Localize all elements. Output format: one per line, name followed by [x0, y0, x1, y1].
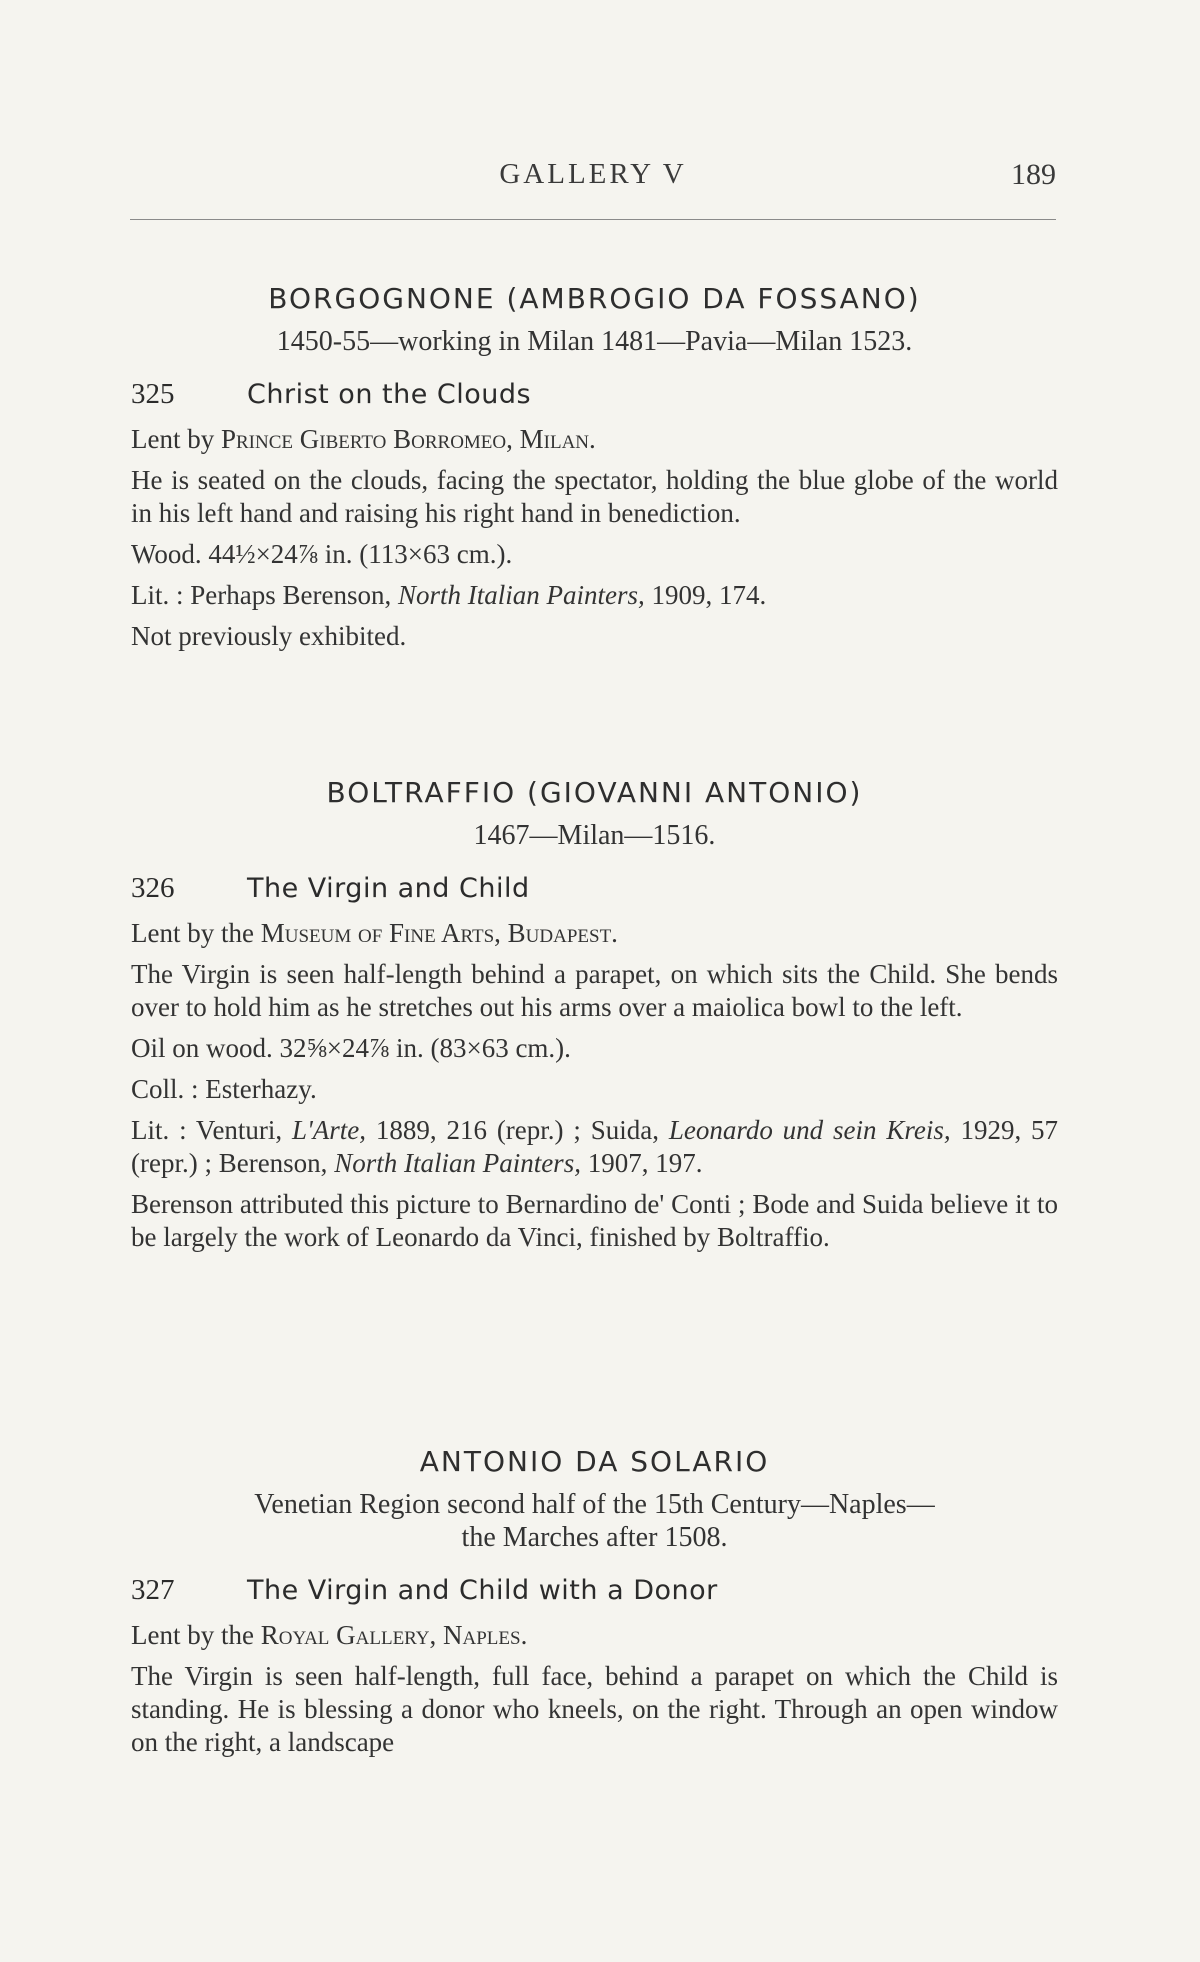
- lender-line: [131, 917, 1058, 950]
- lit-part: 1889, 216 (repr.) ; Suida,: [375, 1115, 659, 1145]
- page-number: 189: [1011, 158, 1056, 191]
- medium: Wood.: [131, 539, 202, 569]
- description: The Virgin is seen half-length, full face, behind a parapet on which the Child is standing. He is blessing a donor who kneels, on the right. Through an open window on the right, a landscape: [131, 1661, 1058, 1757]
- literature-line: [131, 579, 1058, 612]
- running-title: GALLERY V: [499, 158, 687, 190]
- entry-number: 327: [131, 1574, 175, 1606]
- collection-line: Coll. : Esterhazy.: [131, 1074, 317, 1104]
- dimensions: 32⅝×24⅞ in. (83×63 cm.).: [279, 1033, 571, 1063]
- section-borgognone: [131, 282, 1058, 653]
- lit-part: 1929, 57 (repr.) ; Berenson,: [131, 1115, 1059, 1178]
- artist-dates: 1467—Milan—1516.: [473, 820, 716, 851]
- lender-line: [131, 423, 1058, 456]
- lit-prefix: Lit. : Perhaps Berenson,: [131, 580, 392, 610]
- attribution-note: Berenson attributed this picture to Bernardino de' Conti ; Bode and Suida believe it to be largely the work of Leonardo da Vinci, finished by Boltraffio.: [131, 1189, 1058, 1252]
- lender-name: Museum of Fine Arts, Budapest.: [260, 918, 618, 948]
- medium-line: [131, 1032, 1058, 1065]
- lit-title: Leonardo und sein Kreis,: [668, 1115, 951, 1145]
- literature-line: [131, 1114, 1058, 1180]
- header-rule: [130, 219, 1056, 220]
- entry-title: Christ on the Clouds: [247, 379, 532, 410]
- medium-line: [131, 538, 1058, 571]
- artist-heading: ANTONIO DA SOLARIO: [419, 1445, 770, 1478]
- section-boltraffio: [131, 776, 1058, 1254]
- dates-line-2: the Marches after 1508.: [461, 1522, 728, 1553]
- section-antonio-da-solario: [131, 1445, 1058, 1759]
- running-head: [130, 158, 1056, 198]
- entry-heading: [131, 868, 1058, 909]
- lent-prefix: Lent by the: [131, 918, 254, 948]
- lender-line: [131, 1619, 1058, 1652]
- entry-heading: [131, 1570, 1058, 1611]
- exhibition-history: Not previously exhibited.: [131, 621, 407, 651]
- entry-title: The Virgin and Child: [247, 873, 530, 904]
- lit-part: Lit. : Venturi,: [131, 1115, 283, 1145]
- description: The Virgin is seen half-length behind a parapet, on which sits the Child. She bends over to hold him as he stretches out his arms over a maiolica bowl to the left.: [131, 959, 1058, 1022]
- description: He is seated on the clouds, facing the spectator, holding the blue globe of the world in his left hand and raising his right hand in benediction.: [131, 465, 1058, 528]
- artist-heading: BOLTRAFFIO (GIOVANNI ANTONIO): [326, 776, 863, 809]
- artist-heading: BORGOGNONE (AMBROGIO DA FOSSANO): [268, 282, 921, 315]
- lent-prefix: Lent by the: [131, 1620, 254, 1650]
- entry-heading: [131, 374, 1058, 415]
- dates-line-1: Venetian Region second half of the 15th Century—Naples—: [254, 1489, 935, 1520]
- lit-title: North Italian Painters,: [334, 1148, 581, 1178]
- lit-title: North Italian Painters,: [397, 580, 645, 610]
- dimensions: 44½×24⅞ in. (113×63 cm.).: [208, 539, 513, 569]
- entry-number: 325: [131, 378, 175, 410]
- entry-title: The Virgin and Child with a Donor: [247, 1575, 718, 1606]
- entry-number: 326: [131, 872, 175, 904]
- artist-dates: [131, 1488, 1058, 1554]
- artist-dates: 1450-55—working in Milan 1481—Pavia—Milan 1523.: [276, 326, 913, 357]
- lit-title: L'Arte,: [292, 1115, 367, 1145]
- lit-part: 1907, 197.: [587, 1148, 703, 1178]
- lent-prefix: Lent by: [131, 424, 215, 454]
- lender-name: Prince Giberto Borromeo, Milan.: [220, 424, 596, 454]
- lit-suffix: 1909, 174.: [651, 580, 767, 610]
- medium: Oil on wood.: [131, 1033, 273, 1063]
- lender-name: Royal Gallery, Naples.: [260, 1620, 528, 1650]
